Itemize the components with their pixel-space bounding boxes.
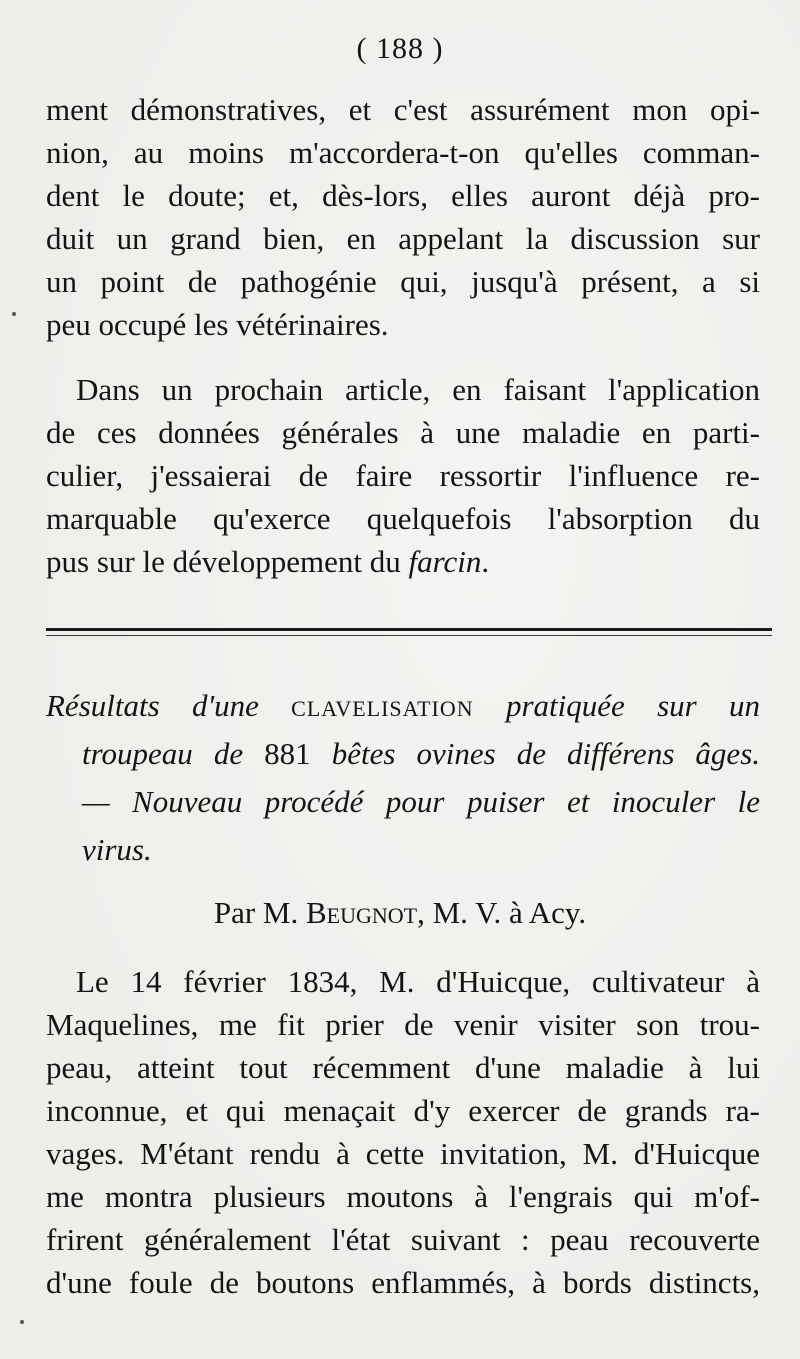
author-byline [0, 893, 800, 933]
title-segment: pratiquée sur un [473, 688, 761, 723]
paper-speck [12, 312, 16, 316]
paragraph-article-body [46, 960, 760, 1304]
text-segment: pus sur le développement du [46, 544, 409, 579]
byline-suffix: , M. V. à Acy. [417, 895, 587, 930]
text-line-final [46, 540, 760, 583]
paper-speck [20, 1320, 24, 1324]
text-line: un point de pathogénie qui, jusqu'à présent, a si [46, 264, 760, 299]
title-segment: Résultats d'une [46, 688, 292, 723]
title-line: — Nouveau procédé pour puiser et inoculer le [82, 784, 760, 819]
byline-prefix: Par M. [213, 895, 306, 930]
title-segment: bêtes ovines de différens âges. [310, 736, 761, 771]
page-number: ( 188 ) [356, 32, 444, 65]
text-line: peau, atteint tout récemment d'une maladie à lui [46, 1050, 760, 1085]
text-line: d'une foule de boutons enflammés, à bords distincts, [46, 1265, 760, 1300]
section-divider [46, 628, 772, 631]
text-line: peu occupé les vétérinaires. [46, 307, 389, 342]
text-line: culier, j'essaierai de faire ressortir l'influence re- [46, 458, 760, 493]
italic-term: farcin [408, 544, 482, 579]
text-line: vages. M'étant rendu à cette invitation, M. d'Huicque [46, 1136, 760, 1171]
author-name: Beugnot [305, 895, 418, 930]
title-caps: clavelisation [291, 688, 474, 723]
text-line: me montra plusieurs moutons à l'engrais qui m'of- [46, 1179, 760, 1214]
paragraph-continuation [46, 88, 760, 346]
text-line: frirent généralement l'état suivant : peau recouverte [46, 1222, 760, 1257]
text-line: nion, au moins m'accordera-t-on qu'elles comman- [46, 135, 760, 170]
text-line: marquable qu'exerce quelquefois l'absorption du [46, 501, 760, 536]
text-line: duit un grand bien, en appelant la discussion sur [46, 221, 760, 256]
title-segment: troupeau de [82, 736, 265, 771]
article-title [46, 682, 760, 874]
text-line: inconnue, et qui menaçait d'y exercer de grands ra- [46, 1093, 760, 1128]
title-line: virus. [82, 832, 152, 867]
text-line: Le 14 février 1834, M. d'Huicque, cultivateur à [76, 964, 760, 999]
text-line: ment démonstratives, et c'est assurément mon opi- [46, 92, 760, 127]
title-number: 881 [264, 736, 311, 771]
text-segment: . [481, 544, 490, 579]
text-line: Maquelines, me fit prier de venir visiter son trou- [46, 1007, 760, 1042]
title-line [46, 730, 760, 778]
text-line: de ces données générales à une maladie en parti- [46, 415, 760, 450]
title-line [46, 682, 760, 730]
section-divider-thin [46, 635, 772, 636]
text-line: Dans un prochain article, en faisant l'application [76, 372, 760, 407]
text-line: dent le doute; et, dès-lors, elles auront déjà pro- [46, 178, 760, 213]
paragraph-next-article [46, 368, 760, 583]
